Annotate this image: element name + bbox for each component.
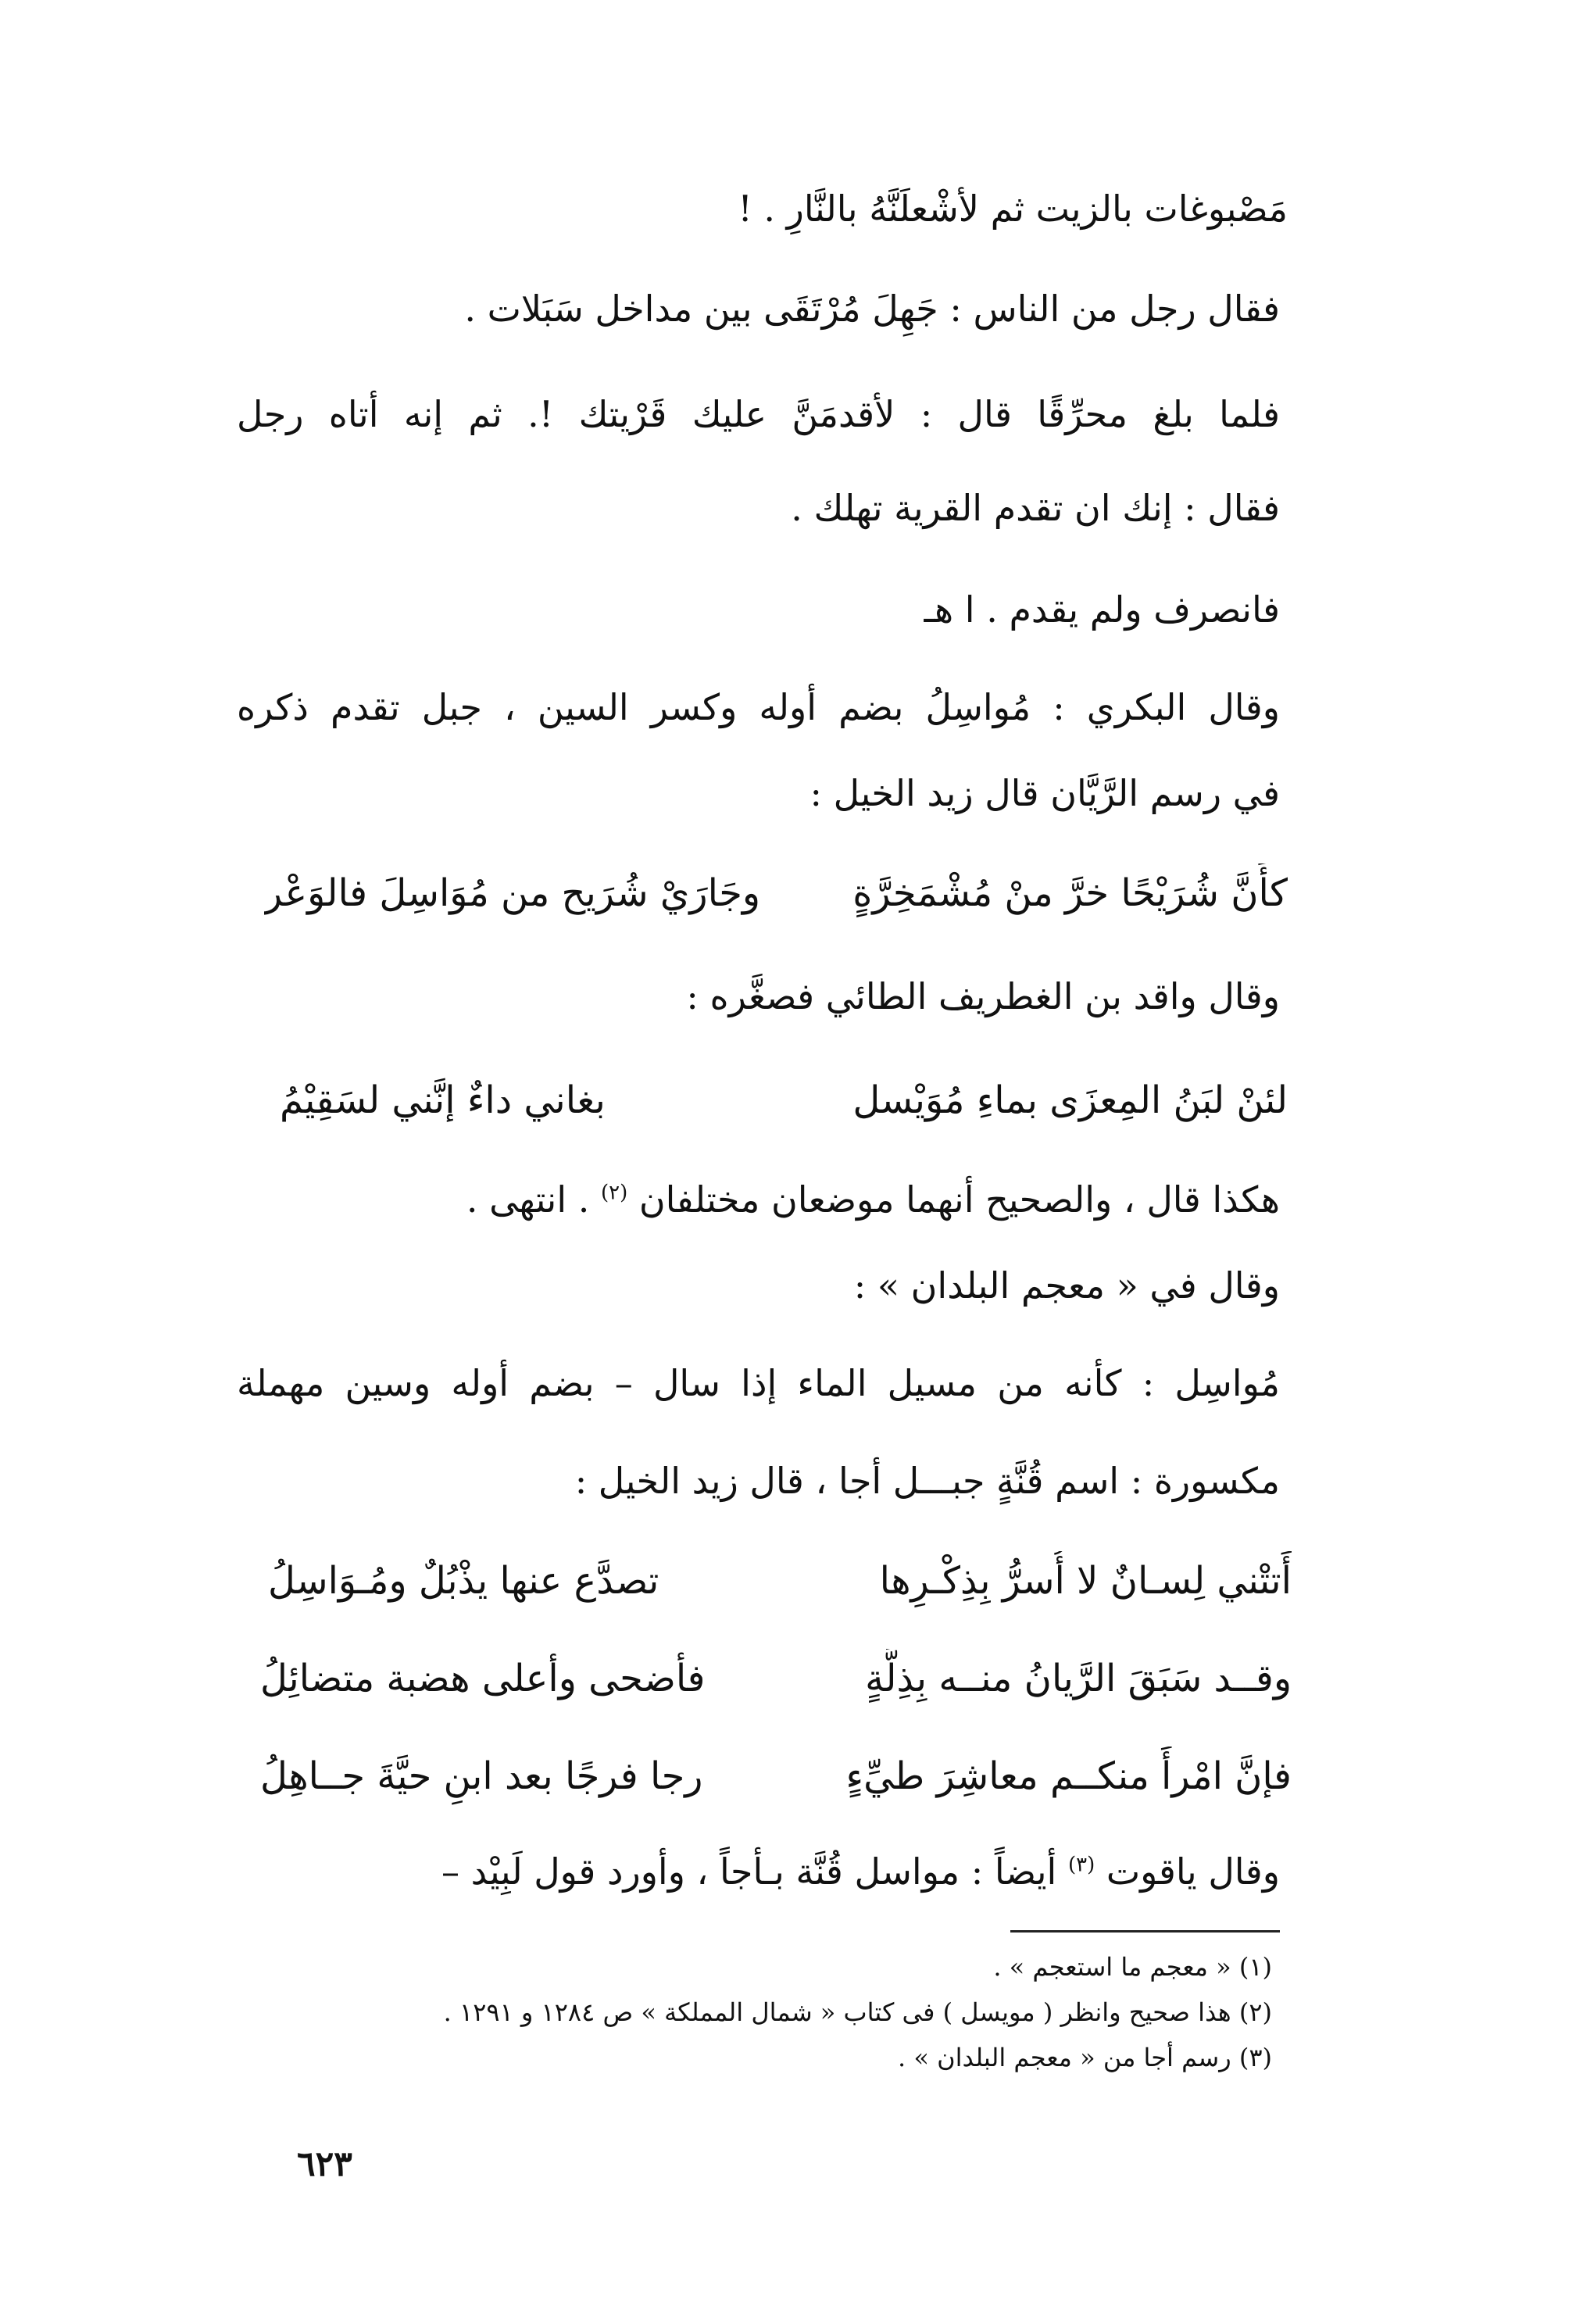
text-line-13-start: وقال ياقوت bbox=[1106, 1850, 1280, 1893]
verse-3-second-hemistich: تصدَّع عنها يذْبُلٌ ومُـوَاسِلُ bbox=[268, 1559, 659, 1603]
footnote-2: (٢) هذا صحيح وانظر ( مويسل ) فى كتاب « شمال المملكة » ص ١٢٨٤ و ١٢٩١ . bbox=[443, 1997, 1272, 2027]
verse-2-second-hemistich: بغاني داءٌ إنَّني لسَقِيْمُ bbox=[280, 1078, 606, 1122]
text-line-13 bbox=[237, 1844, 1280, 1900]
verse-1 bbox=[264, 863, 1288, 924]
verse-4-first-hemistich: وقــد سَبَقَ الرَّيانُ منــه بِذِلَّةٍ bbox=[865, 1657, 1292, 1700]
text-line-2: فقال رجل من الناس : جَهِلَ مُرْتَقَى بين مداخل سَبَلات . bbox=[464, 288, 1280, 330]
text-line-13-end: أيضاً : مواسل قُنَّة بـأجاً ، وأورد قول لَبِيْد – bbox=[441, 1850, 1057, 1893]
verse-5-second-hemistich: رجا فرجًا بعد ابنِ حيَّةَ جــاهِلُ bbox=[260, 1754, 703, 1798]
text-line-6: وقال البكري : مُواسِلُ بضم أوله وكسر السين ، جبل تقدم ذكره bbox=[237, 686, 1280, 728]
footnote-divider bbox=[1010, 1930, 1280, 1932]
text-line-11: مُواسِل : كأنه من مسيل الماء إذا سال – بضم أوله وسين مهملة bbox=[237, 1362, 1280, 1404]
verse-5 bbox=[260, 1747, 1292, 1807]
text-line-4: فقال : إنك ان تقدم القرية تهلك . bbox=[791, 487, 1280, 529]
verse-3-first-hemistich: أَتتْني لِسـانٌ لا أُسرُّ بِذِكْـرِها bbox=[879, 1559, 1292, 1603]
verse-2 bbox=[280, 1071, 1288, 1132]
verse-1-second-hemistich: وجَارَيْ شُرَيح من مُوَاسِلَ فالوَعْر bbox=[264, 871, 761, 915]
footnote-3: (٣) رسم أجا من « معجم البلدان » . bbox=[898, 2043, 1272, 2072]
verse-4 bbox=[260, 1649, 1292, 1710]
text-line-12: مكسورة : اسم قُنَّةٍ جبـــل أجا ، قال زيد الخيل : bbox=[574, 1460, 1280, 1502]
footnote-ref-2: (٢) bbox=[600, 1181, 628, 1205]
verse-1-first-hemistich: كأَنَّ شُرَيْحًا خرَّ منْ مُشْمَخِرَّةٍ bbox=[852, 871, 1288, 915]
footnote-1: (١) « معجم ما استعجم » . bbox=[993, 1952, 1272, 1982]
text-line-9-end: . انتهى . bbox=[466, 1178, 590, 1221]
page-number: ٦٢٣ bbox=[297, 2144, 352, 2184]
text-line-3: فلما بلغ محرِّقًا قال : لأقدمَنَّ عليك قَرْيتك !. ثم إنه أتاه رجل bbox=[237, 393, 1280, 435]
verse-3 bbox=[268, 1551, 1292, 1612]
verse-5-first-hemistich: فإنَّ امْرأً منكــم معاشِرَ طيِّءٍ bbox=[845, 1754, 1292, 1798]
text-line-9-main: هكذا قال ، والصحيح أنهما موضعان مختلفان bbox=[638, 1178, 1280, 1221]
verse-2-first-hemistich: لئنْ لبَنُ المِعزَى بماءِ مُوَيْسل bbox=[852, 1078, 1288, 1122]
verse-4-second-hemistich: فأضحى وأعلى هضبة متضائِلُ bbox=[260, 1657, 706, 1700]
text-line-9 bbox=[237, 1172, 1280, 1228]
text-line-5: فانصرف ولم يقدم . ا هـ bbox=[924, 588, 1280, 631]
footnote-ref-3: (٣) bbox=[1067, 1853, 1095, 1877]
text-line-10: وقال في « معجم البلدان » : bbox=[853, 1264, 1280, 1307]
text-line-8: وقال واقد بن الغطريف الطائي فصغَّره : bbox=[686, 975, 1280, 1017]
text-line-1: مَصْبوغات بالزيت ثم لأشْعلَنَّهُ بالنَّارِ . ! bbox=[738, 188, 1288, 230]
text-line-7: في رسم الرَّيَّان قال زيد الخيل : bbox=[810, 772, 1280, 814]
